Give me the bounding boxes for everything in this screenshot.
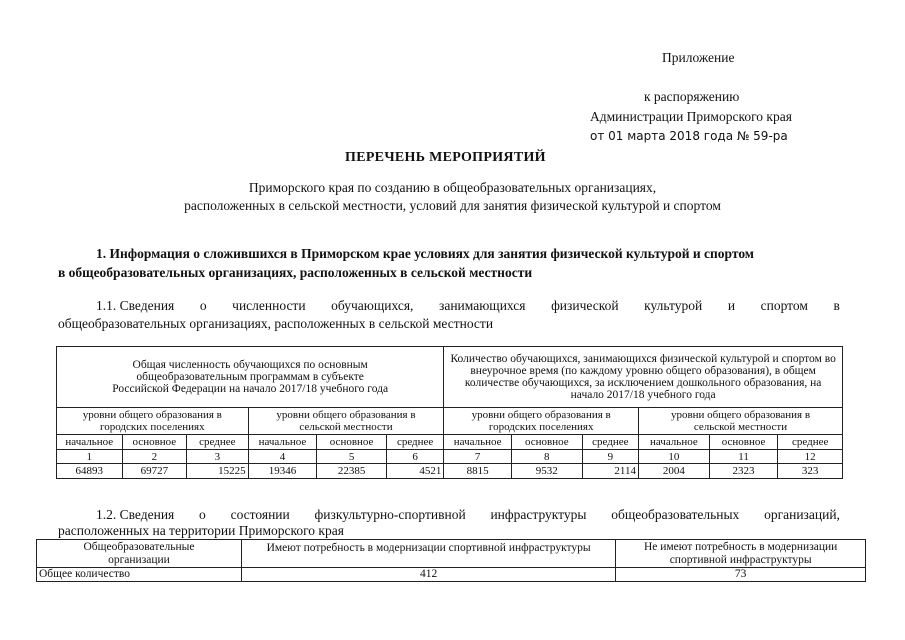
order-line-3: от 01 марта 2018 года № 59-ра [590,129,788,143]
order-line-1: к распоряжению [644,89,740,104]
column-number: 2 [122,450,187,464]
para-word: в [833,298,840,313]
para-word: инфраструктуры [490,507,587,522]
level-header: начальное [639,435,710,450]
value-cell: 69727 [122,464,187,479]
para-1-2-line-2: расположенных на территории Приморского края [58,523,344,538]
para-1-2-line-1 [96,507,840,523]
value-cell: 8815 [444,464,512,479]
subgroup-urban-2: уровни общего образования в городских поселениях [444,408,639,435]
need-modernization-value: 412 [241,568,615,582]
students-table [56,346,843,479]
para-word: о [199,298,207,313]
no-need-modernization-value: 73 [616,568,866,582]
column-number: 6 [386,450,443,464]
column-number: 4 [248,450,317,464]
subgroup-urban-1: уровни общего образования в городских поселениях [57,408,249,435]
level-header: среднее [778,435,843,450]
value-cell: 22385 [317,464,387,479]
value-cell: 19346 [248,464,317,479]
level-header: начальное [248,435,317,450]
header-organizations: Общеобразовательные организации [37,540,242,568]
header-no-need-modernization: Не имеют потребность в модернизации спортивной инфраструктуры [616,540,866,568]
column-number: 5 [317,450,387,464]
column-number: 12 [778,450,843,464]
para-1-1-line-1 [96,298,840,314]
value-cell: 2323 [709,464,778,479]
section-1-heading-line-2: в общеобразовательных организациях, расположенных в сельской местности [58,265,533,280]
level-header: основное [709,435,778,450]
value-cell: 64893 [57,464,123,479]
page-title: ПЕРЕЧЕНЬ МЕРОПРИЯТИЙ [345,150,546,165]
column-number: 8 [511,450,582,464]
subgroup-rural-1: уровни общего образования в сельской местности [248,408,444,435]
row-label-total: Общее количество [37,568,242,582]
level-header: среднее [386,435,443,450]
para-word: культурой [644,298,703,313]
para-word: занимающихся [439,298,526,313]
para-word: о [199,507,206,522]
order-line-2: Администрации Приморского края [590,109,792,124]
value-cell: 2004 [639,464,710,479]
header-need-modernization: Имеют потребность в модернизации спортивной инфраструктуры [241,540,615,568]
subtitle-line-2: расположенных в сельской местности, условий для занятия физической культурой и спортом [184,198,721,213]
level-header: основное [511,435,582,450]
infrastructure-table [36,539,866,582]
value-cell: 4521 [386,464,443,479]
level-header: начальное [57,435,123,450]
level-header: начальное [444,435,512,450]
subtitle-line-1: Приморского края по созданию в общеобразовательных организациях, [248,180,657,195]
section-1-heading-line-1: 1. Информация о сложившихся в Приморском крае условиях для занятия физической культурой и спортом [96,246,755,261]
para-word: 1.2. Сведения [96,507,175,522]
para-word: физической [551,298,619,313]
column-number: 7 [444,450,512,464]
para-word: обучающихся, [331,298,414,313]
para-word: состоянии [230,507,290,522]
para-word: и [727,298,736,313]
value-cell: 15225 [187,464,248,479]
level-header: среднее [582,435,638,450]
column-number: 3 [187,450,248,464]
group-total-students: Общая численность обучающихся по основным общеобразовательным программам в субъекте Российской Федерации на начало 2017/18 учебного года [57,347,444,408]
para-1-1-line-2: общеобразовательных организациях, расположенных в сельской местности [58,316,494,331]
column-number: 9 [582,450,638,464]
para-word: спортом [760,298,808,313]
level-header: среднее [187,435,248,450]
column-number: 10 [639,450,710,464]
column-number: 11 [709,450,778,464]
para-word: численности [232,298,306,313]
level-header: основное [317,435,387,450]
value-cell: 323 [778,464,843,479]
appendix-label: Приложение [662,50,735,65]
para-word: 1.1. Сведения [96,298,175,313]
column-number: 1 [57,450,123,464]
subgroup-rural-2: уровни общего образования в сельской местности [639,408,843,435]
value-cell: 9532 [511,464,582,479]
para-word: общеобразовательных [611,507,740,522]
level-header: основное [122,435,187,450]
para-word: физкультурно-спортивной [314,507,466,522]
value-cell: 2114 [582,464,638,479]
para-word: организаций, [764,507,840,522]
group-sport-students: Количество обучающихся, занимающихся физической культурой и спортом во внеурочное время (по каждому уровню общего образования), в общем количестве обучающихся, за исключением дошкольного образования, на начало 2017/18 учебного года [444,347,843,408]
